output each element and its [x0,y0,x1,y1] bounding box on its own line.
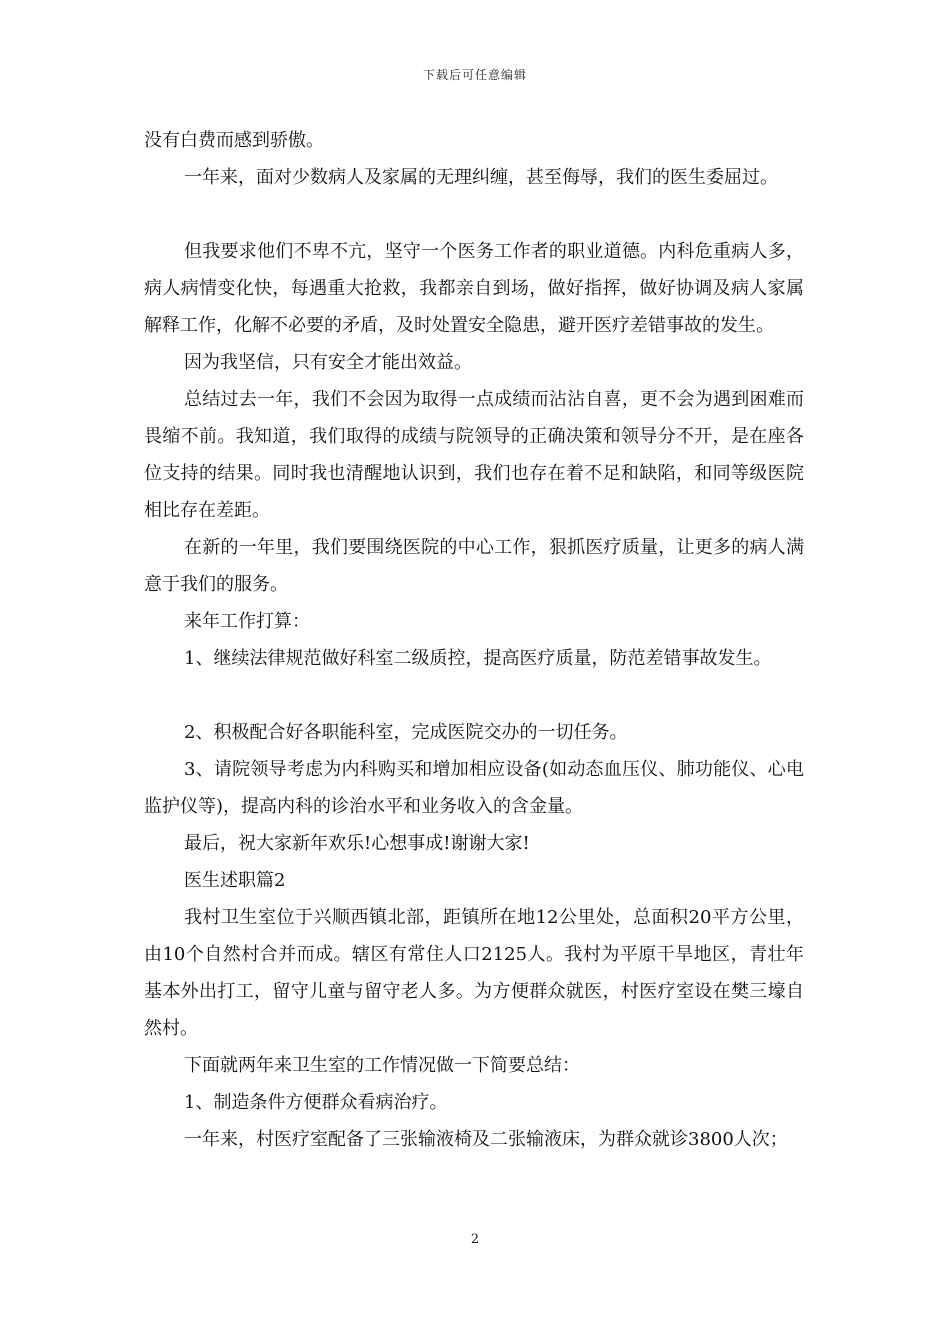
paragraph: 因为我坚信，只有安全才能出效益。 [184,352,472,373]
paragraph: 一年来，面对少数病人及家属的无理纠缠，甚至侮辱，我们的医生委屈过。 [184,167,778,188]
list-item: 2、积极配合好各职能科室，完成医院交办的一切任务。 [184,722,628,743]
list-item: 1、继续法律规范做好科室二级质控，提高医疗质量，防范差错事故发生。 [184,648,772,669]
paragraph: 下面就两年来卫生室的工作情况做一下简要总结： [184,1055,580,1076]
paragraph: 来年工作打算： [184,611,310,632]
paragraph: 在新的一年里，我们要围绕医院的中心工作，狠抓医疗质量，让更多的病人满意于我们的服务。 [144,537,804,595]
page-header: 下载后可任意编辑 [422,68,527,82]
paragraph: 一年来，村医疗室配备了三张输液椅及二张输液床，为群众就诊3800人次； [184,1129,788,1150]
page-number: 2 [470,1232,480,1247]
document-body [144,122,804,1158]
paragraph: 没有白费而感到骄傲。 [144,130,324,151]
paragraph: 我村卫生室位于兴顺西镇北部，距镇所在地12公里处，总面积20平方公里，由10个自然村合并而成。辖区有常住人口2125人。我村为平原干旱地区，青壮年基本外出打工，留守儿童与留守老人多。为方便群众就医，村医疗室设在樊三壕自然村。 [144,907,804,1039]
paragraph: 但我要求他们不卑不亢，坚守一个医务工作者的职业道德。内科危重病人多，病人病情变化快，每遇重大抢救，我都亲自到场，做好指挥，做好协调及病人家属解释工作，化解不必要的矛盾，及时处置安全隐患，避开医疗差错事故的发生。 [144,241,804,336]
list-item: 3、请院领导考虑为内科购买和增加相应设备(如动态血压仪、肺功能仪、心电监护仪等)，提高内科的诊治水平和业务收入的含金量。 [144,759,804,817]
section-heading: 医生述职篇2 [184,870,286,891]
list-item: 1、制造条件方便群众看病治疗。 [184,1092,448,1113]
paragraph: 总结过去一年，我们不会因为取得一点成绩而沾沾自喜，更不会为遇到困难而畏缩不前。我知道，我们取得的成绩与院领导的正确决策和领导分不开，是在座各位支持的结果。同时我也清醒地认识到，我们也存在着不足和缺陷，和同等级医院相比存在差距。 [144,389,804,521]
paragraph: 最后，祝大家新年欢乐!心想事成!谢谢大家! [184,833,530,854]
